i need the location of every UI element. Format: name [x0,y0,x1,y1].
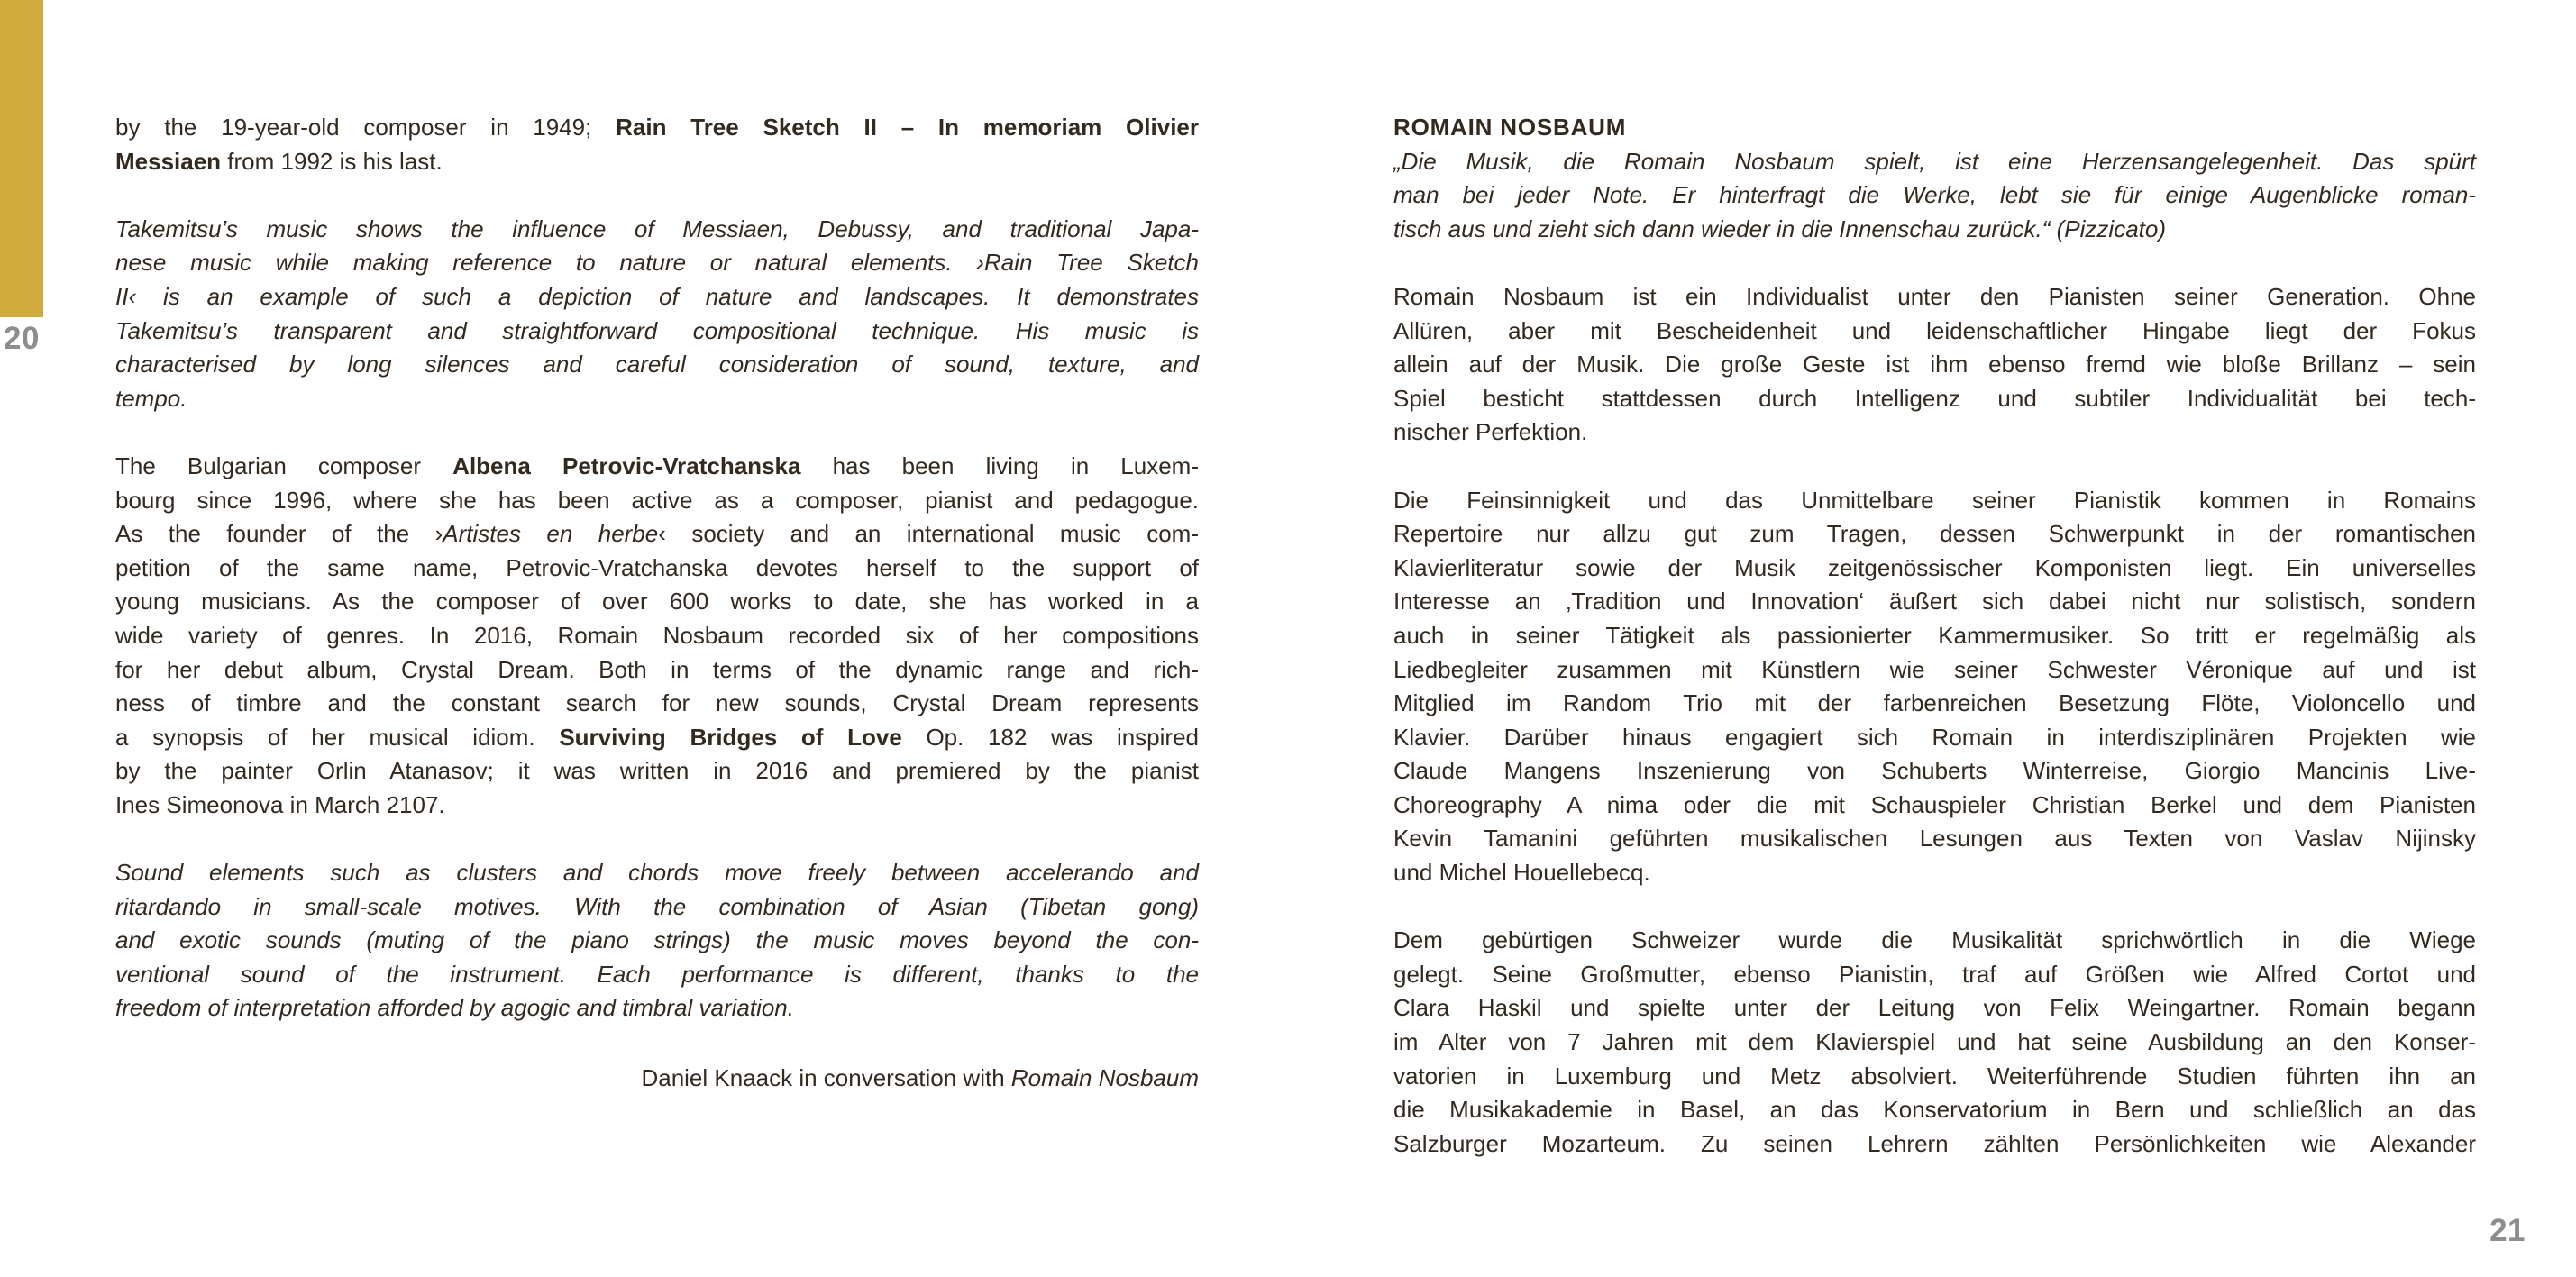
text-segment: Repertoire nur allzu gut zum Tragen, dessen Schwerpunkt in der romantischen [1393,520,2476,548]
text-segment: tempo. [115,384,187,412]
text-segment: Mitglied im Random Trio mit der farbenreichen Besetzung Flöte, Violoncello und [1393,689,2476,717]
text-line [115,348,1199,382]
text-line [115,450,1199,484]
text-line [115,958,1199,992]
text-segment: bourg since 1996, where she has been active as a composer, pianist and pedagogue. [115,486,1199,514]
text-segment: II‹ is an example of such a depiction of nature and landscapes. It demonstrates [115,282,1199,310]
text-segment: Klavier. Darüber hinaus engagiert sich Romain in interdisziplinären Projekten wie [1393,723,2476,751]
right-page-paragraphs [1393,145,2476,1162]
text-line [115,585,1199,619]
text-line [1393,213,2476,247]
text-segment: ventional sound of the instrument. Each performance is different, thanks to the [115,960,1199,988]
text-line [115,890,1199,925]
text-line [1393,789,2476,823]
text-line [115,687,1199,721]
text-segment: auch in seiner Tätigkeit als passionierter Kammermusiker. So tritt er regelmäßig als [1393,621,2476,649]
text-segment: allein auf der Musik. Die große Geste ist ihm ebenso fremd wie bloße Brillanz – sein [1393,351,2476,379]
text-line [1393,924,2476,958]
text-line [1393,280,2476,315]
text-segment: petition of the same name, Petrovic-Vratchanska devotes herself to the support of [115,553,1199,581]
text-segment: Takemitsu’s transparent and straightforward compositional technique. His music is [115,316,1199,344]
text-segment: Claude Mangens Inszenierung von Schuberts Winterreise, Giorgio Mancinis Live- [1393,757,2476,785]
text-line [1393,552,2476,586]
text-segment: Albena Petrovic-Vratchanska [452,452,801,479]
text-line [1393,754,2476,789]
text-segment: and exotic sounds (muting of the piano strings) the music moves beyond the con- [115,926,1199,954]
text-segment: Sound elements such as clusters and chords move freely between accelerando and [115,859,1199,887]
paragraph [115,856,1199,1026]
paragraph [1393,145,2476,247]
text-line [115,991,1199,1026]
text-line [1393,382,2476,416]
text-segment: Choreography A nima oder die mit Schauspieler Christian Berkel und dem Pianisten [1393,790,2476,818]
text-segment: characterised by long silences and careful consideration of sound, texture, and [115,351,1199,379]
paragraph [1393,280,2476,450]
text-segment: nischer Perfektion. [1393,418,1588,446]
left-page-paragraphs [115,111,1199,1026]
text-segment: The Bulgarian composer [115,452,453,479]
text-segment: Allüren, aber mit Bescheidenheit und leidenschaftlicher Hingabe liegt der Fokus [1393,316,2476,344]
text-line [1393,517,2476,552]
text-segment: Clara Haskil und spielte unter der Leitung von Felix Weingartner. Romain begann [1393,994,2476,1022]
text-segment: die Musikakademie in Basel, an das Konservatorium in Bern und schließlich an das [1393,1096,2476,1124]
text-segment: Dem gebürtigen Schweizer wurde die Musikalität sprichwörtlich in die Wiege [1393,926,2476,954]
page-number-right: 21 [2489,1213,2526,1248]
text-line [1393,991,2476,1026]
text-line [1393,1026,2476,1060]
text-segment: Ines Simeonova in March 2107. [115,790,445,818]
text-segment: Daniel Knaack in conversation with [641,1064,1011,1092]
text-line [115,280,1199,315]
text-line [115,246,1199,280]
text-segment: Die Feinsinnigkeit und das Unmittelbare seiner Pianistik kommen in Romains [1393,486,2476,514]
text-segment: vatorien in Luxemburg und Metz absolviert. Weiterführende Studien führten ihn an [1393,1062,2476,1090]
text-line [115,145,1199,179]
text-segment: Artistes en herbe [443,520,659,548]
text-segment: ritardando in small-scale motives. With the combination of Asian (Tibetan gong) [115,892,1199,920]
text-line [1393,315,2476,349]
text-segment: Interesse an ‚Tradition und Innovation‘ äußert sich dabei nicht nur solistisch, sondern [1393,588,2476,616]
text-segment: Op. 182 was inspired [901,723,1200,751]
text-line [115,856,1199,890]
left-page-text-column [115,111,1199,1096]
page-number-left: 20 [4,321,40,356]
text-line [115,382,1199,416]
text-segment: Takemitsu’s music shows the influence of Messiaen, Debussy, and traditional Japa- [115,214,1199,242]
text-line [115,213,1199,247]
gold-accent-bar [0,0,43,317]
text-segment: „Die Musik, die Romain Nosbaum spielt, ist eine Herzensangelegenheit. Das spürt [1393,147,2476,175]
text-line [1393,958,2476,992]
text-segment: tisch aus und zieht sich dann wieder in die Innenschau zurück.“ (Pizzicato) [1393,214,2166,242]
text-segment: und Michel Houellebecq. [1393,859,1650,887]
text-line [115,754,1199,789]
text-segment: ‹ society and an international music com- [658,520,1199,548]
text-line [115,552,1199,586]
text-segment: im Alter von 7 Jahren mit dem Klavierspiel und hat seine Ausbildung an den Konser- [1393,1028,2476,1056]
text-line [1393,653,2476,688]
right-page-text-column [1393,111,2476,1195]
text-line [1393,1127,2476,1162]
text-segment: Messiaen [115,147,222,175]
paragraph [115,213,1199,416]
text-segment: Liedbegleiter zusammen mit Künstlern wie seiner Schwester Véronique auf und ist [1393,655,2476,683]
text-segment: by the 19-year-old composer in 1949; [115,114,617,141]
text-segment: a synopsis of her musical idiom. [115,723,560,751]
text-line [1393,484,2476,518]
text-line [1393,1060,2476,1094]
text-segment: Romain Nosbaum [1010,1064,1199,1092]
text-line [1393,415,2476,450]
text-segment: Romain Nosbaum ist ein Individualist unter den Pianisten seiner Generation. Ohne [1393,282,2476,310]
text-segment: Spiel besticht stattdessen durch Intelligenz und subtiler Individualität bei tech- [1393,384,2476,412]
text-line [115,517,1199,552]
text-line [1393,856,2476,890]
text-segment: by the painter Orlin Atanasov; it was written in 2016 and premiered by the pianist [115,757,1199,785]
text-segment: has been living in Luxem- [800,452,1199,479]
artist-heading: ROMAIN NOSBAUM [1393,114,1627,141]
text-line [115,789,1199,823]
text-line [115,924,1199,958]
text-segment: gelegt. Seine Großmutter, ebenso Pianistin, traf auf Größen wie Alfred Cortot und [1393,960,2476,988]
text-segment: from 1992 is his last. [221,147,443,175]
paragraph [115,111,1199,178]
text-segment: As the founder of the › [115,520,443,548]
text-line [115,653,1199,688]
text-line [1393,687,2476,721]
paragraph [115,450,1199,823]
text-line [1393,145,2476,179]
text-line [1393,178,2476,213]
text-segment: Rain Tree Sketch II – In memoriam Olivier [616,114,1199,141]
text-segment: wide variety of genres. In 2016, Romain Nosbaum recorded six of her compositions [115,621,1199,649]
text-line [115,721,1199,755]
text-line [115,111,1199,145]
text-line [1393,721,2476,755]
text-line [115,619,1199,653]
text-line [1393,1093,2476,1127]
text-line [1393,822,2476,856]
text-segment: for her debut album, Crystal Dream. Both in terms of the dynamic range and rich- [115,655,1199,683]
text-line [115,315,1199,349]
text-segment: Klavierliteratur sowie der Musik zeitgenössischer Komponisten liegt. Ein universelles [1393,553,2476,581]
text-line [115,484,1199,518]
text-line [1393,585,2476,619]
text-line [1393,348,2476,382]
paragraph [1393,484,2476,890]
paragraph [1393,924,2476,1161]
text-segment: ness of timbre and the constant search for new sounds, Crystal Dream represents [115,689,1199,717]
text-segment: freedom of interpretation afforded by agogic and timbral variation. [115,994,794,1022]
text-segment: nese music while making reference to nature or natural elements. ›Rain Tree Sketch [115,249,1199,277]
text-segment: Salzburger Mozarteum. Zu seinen Lehrern zählten Persönlichkeiten wie Alexander [1393,1129,2476,1157]
text-segment: Kevin Tamanini geführten musikalischen Lesungen aus Texten von Vaslav Nijinsky [1393,825,2476,853]
text-segment: young musicians. As the composer of over 600 works to date, she has worked in a [115,588,1199,616]
text-line [1393,619,2476,653]
text-segment: man bei jeder Note. Er hinterfragt die Werke, lebt sie für einige Augenblicke roman- [1393,181,2476,209]
attribution-line [115,1062,1199,1096]
text-segment: Surviving Bridges of Love [559,723,902,751]
